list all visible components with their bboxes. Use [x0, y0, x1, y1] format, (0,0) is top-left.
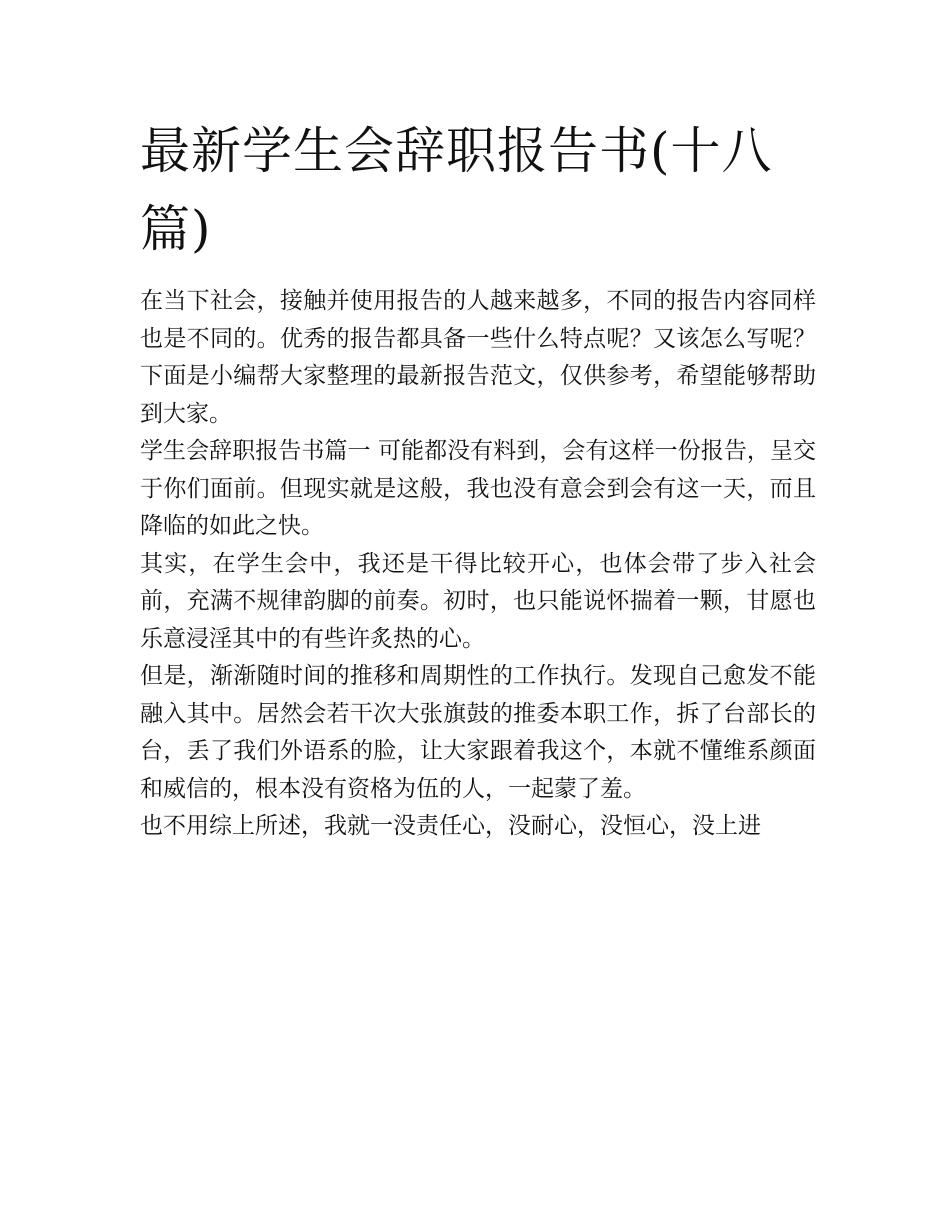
- paragraph-2: 其实，在学生会中，我还是干得比较开心，也体会带了步入社会前，充满不规律韵脚的前奏。初时，也只能说怀揣着一颗，甘愿也乐意浸淫其中的有些许炙热的心。: [140, 550, 816, 652]
- paragraph-1: 学生会辞职报告书篇一 可能都没有料到，会有这样一份报告，呈交于你们面前。但现实就是这般，我也没有意会到会有这一天，而且降临的如此之快。: [140, 438, 816, 539]
- paragraph-3: 但是，渐渐随时间的推移和周期性的工作执行。发现自己愈发不能融入其中。居然会若干次大张旗鼓的推委本职工作，拆了台部长的台，丢了我们外语系的脸，让大家跟着我这个，本就不懂维系颜面和威信的，根本没有资格为伍的人，一起蒙了羞。: [140, 663, 816, 802]
- document-title: 最新学生会辞职报告书(十八篇): [140, 122, 773, 258]
- paragraph-intro: 在当下社会，接触并使用报告的人越来越多，不同的报告内容同样也是不同的。优秀的报告都具备一些什么特点呢？又该怎么写呢？下面是小编帮大家整理的最新报告范文，仅供参考，希望能够帮助到大家。: [140, 288, 816, 427]
- paragraph-4: 也不用综上所述，我就一没责任心，没耐心，没恒心，没上进: [140, 813, 761, 839]
- document-body: [140, 283, 816, 846]
